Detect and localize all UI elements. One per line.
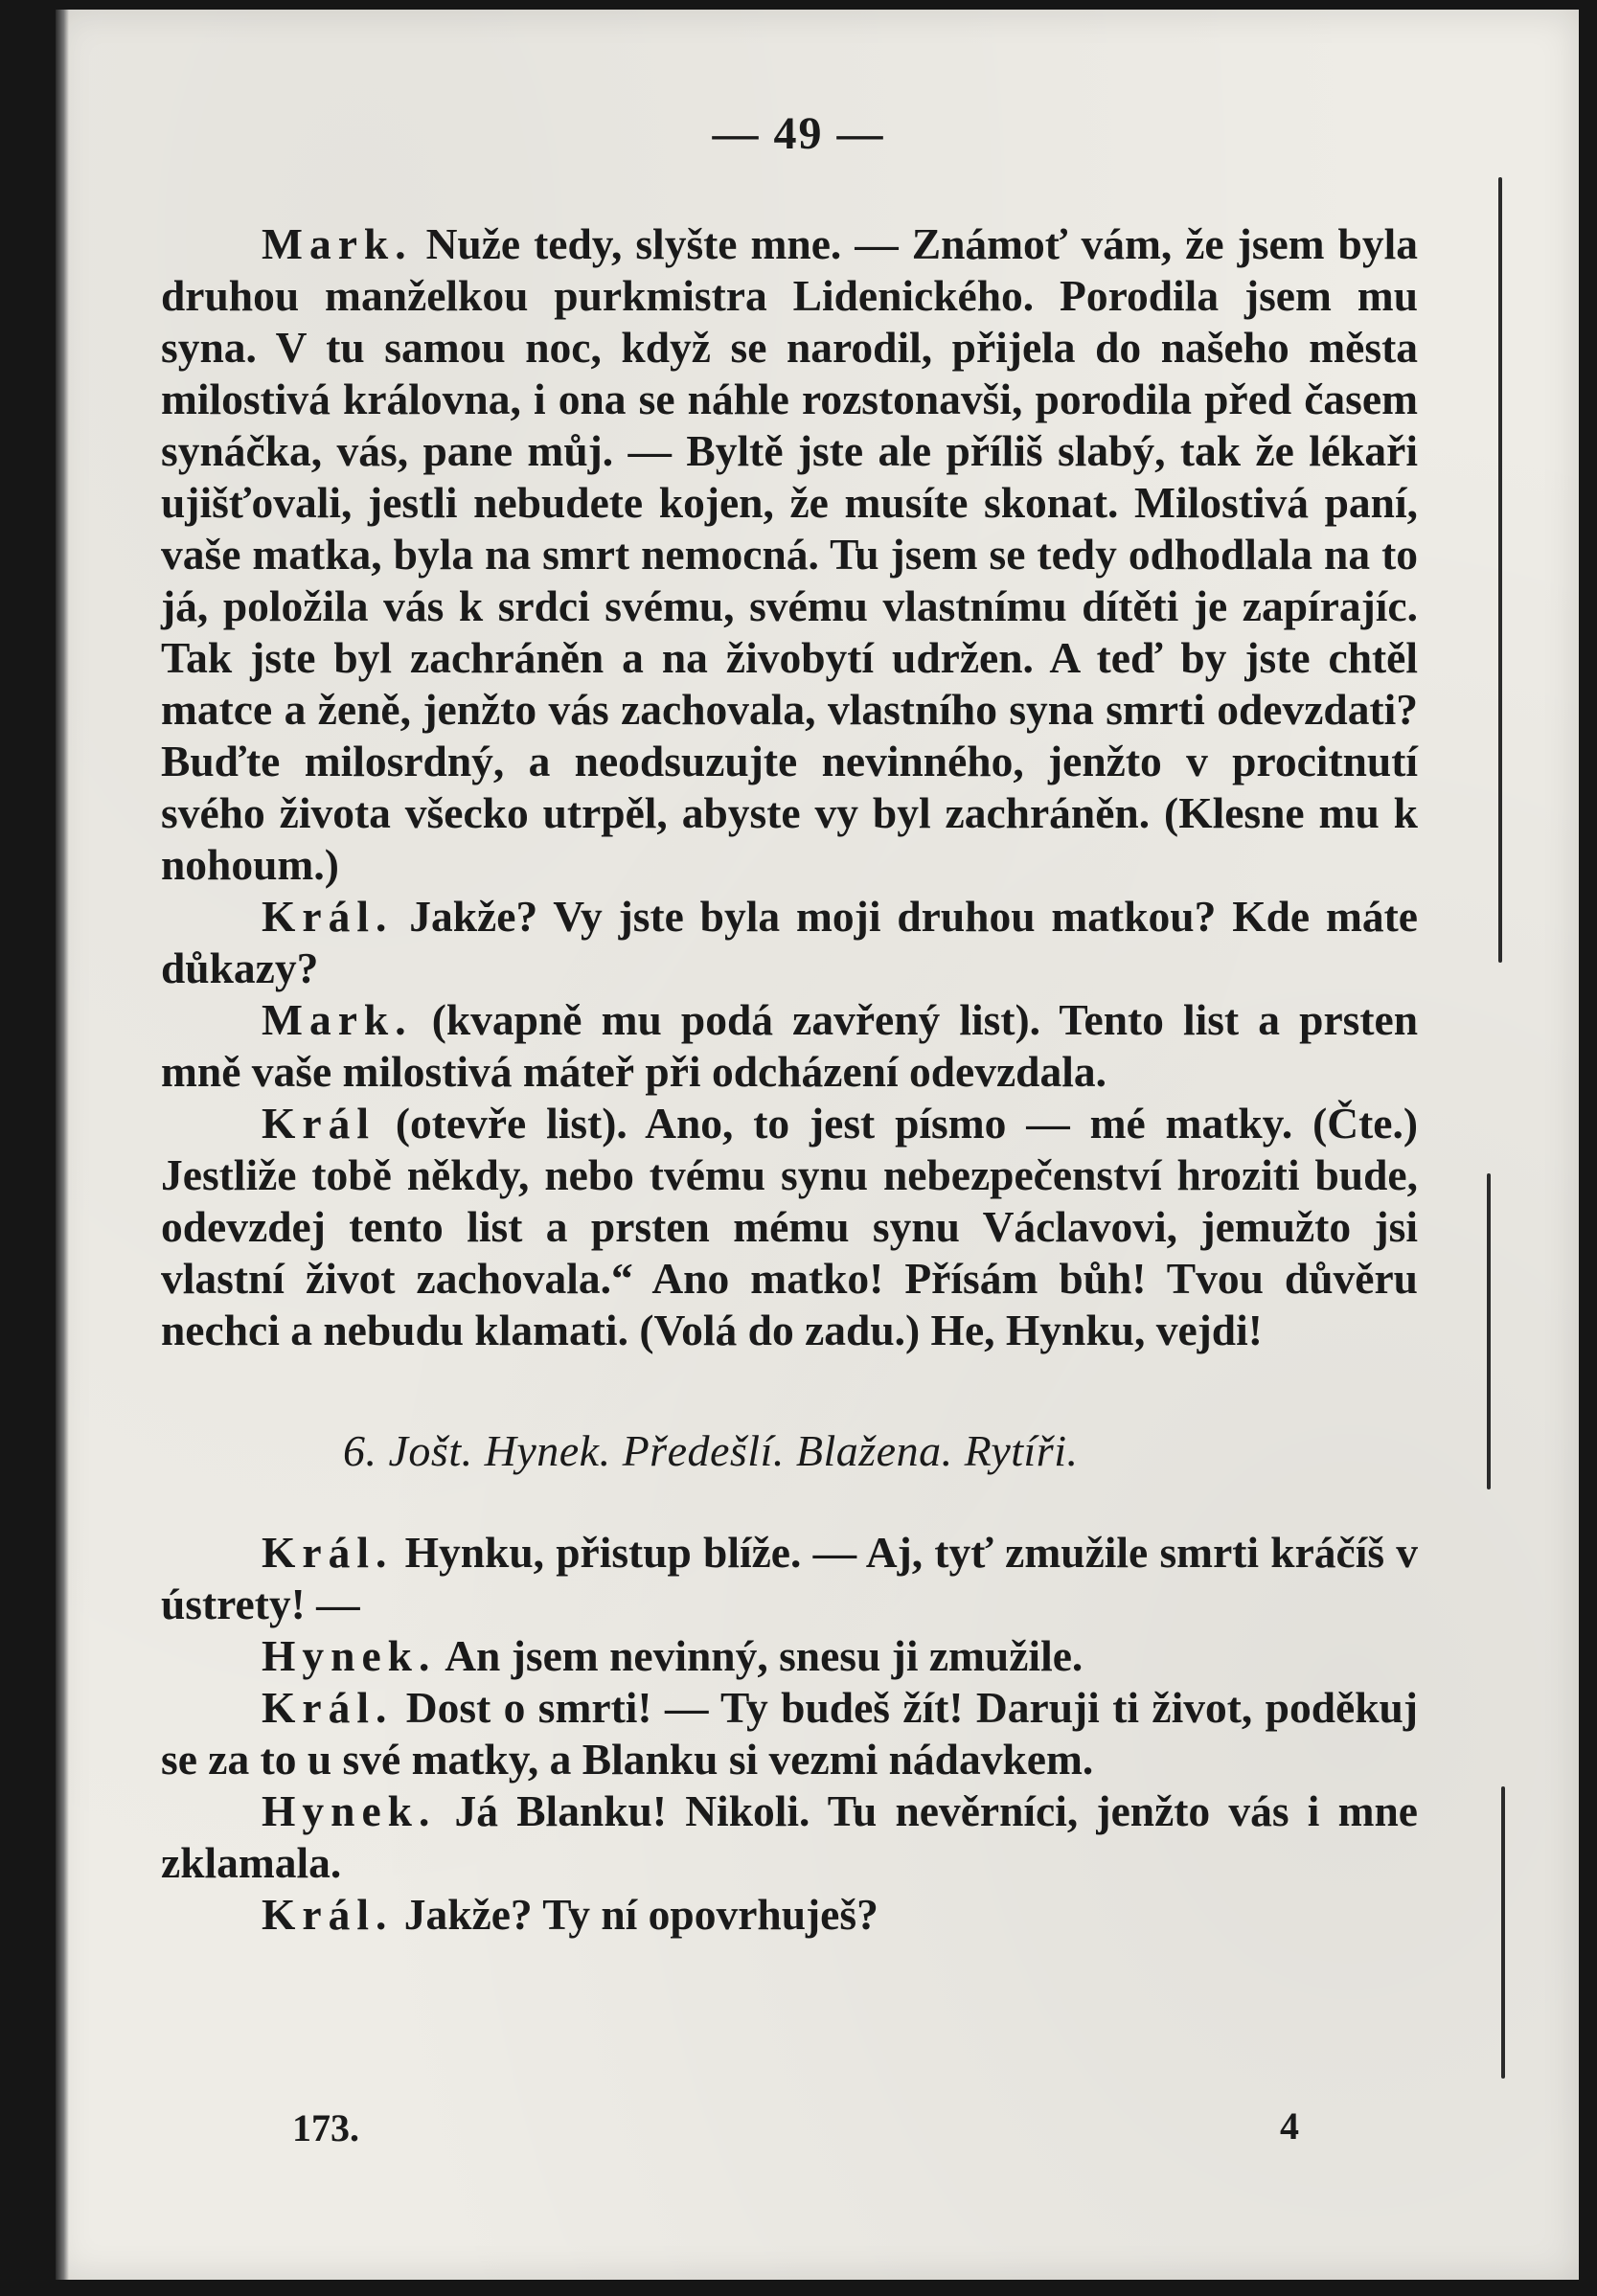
- page-number: — 49 —: [712, 108, 885, 159]
- page-text: [161, 218, 1418, 1941]
- speech-text: (otevře list). Ano, to jest písmo — mé matky. (Čte.) Jestliže tobě někdy, nebo tvému synu nebezpečenství hroziti bude, odevzdej tento list a prsten mému synu Václavovi, jemužto jsi vlastní život zachovala.“ Ano matko! Přísám bůh! Tvou důvěru nechci a nebudu klamati. (Volá do zadu.) He, Hynku, vejdi!: [161, 1099, 1419, 1354]
- speaker-name: Král.: [262, 1528, 394, 1577]
- paragraph-5: [161, 1527, 1418, 1630]
- speech-text: Nuže tedy, slyšte mne. — Známoť vám, že jsem byla druhou manželkou purkmistra Lidenického. Porodila jsem mu syna. V tu samou noc, když se narodil, přijela do našeho města milostivá královna, i ona se náhle rozstonavši, porodila před časem synáčka, vás, pane můj. — Byltě jste ale příliš slabý, tak že lékaři ujišťovali, jestli nebudete kojen, že musíte skonat. Milostivá paní, vaše matka, byla na smrt nemocná. Tu jsem se tedy odhodlala na to já, položila vás k srdci svému, svému vlastnímu dítěti je zapírajíc. Tak jste byl zachráněn a na živobytí udržen. A teď by jste chtěl matce a ženě, jenžto vás zachovala, vlastního syna smrti odevzdati? Buďte milosrdný, a neodsuzujte nevinného, jenžto v procitnutí svého života všecko utrpěl, abyste vy byl zachráněn. (Klesne mu k nohoum.): [161, 219, 1418, 889]
- paragraph-6: [161, 1630, 1418, 1682]
- paragraph-3: [161, 994, 1418, 1098]
- paragraph-2: [161, 891, 1418, 994]
- sheet-number: 4: [1280, 2104, 1299, 2148]
- paragraph-7: [161, 1682, 1418, 1785]
- speaker-name: Král: [262, 1099, 376, 1148]
- margin-line-3: [1501, 1786, 1505, 2079]
- paragraph-8: [161, 1785, 1418, 1889]
- speech-text: Jakže? Vy jste byla moji druhou matkou? Kde máte důkazy?: [161, 892, 1418, 992]
- speaker-name: Hynek.: [262, 1786, 437, 1835]
- speech-text: Hynku, přistup blíže. — Aj, tyť zmužile smrti kráčíš v ústrety! —: [161, 1528, 1419, 1628]
- speaker-name: Mark.: [262, 995, 413, 1044]
- speech-text: Jakže? Ty ní opovrhuješ?: [403, 1890, 878, 1939]
- margin-line-2: [1487, 1173, 1491, 1489]
- margin-line-1: [1498, 177, 1502, 963]
- speech-text: Dost o smrti! — Ty budeš žít! Daruji ti život, poděkuj se za to u své matky, a Blanku si vezmi nádavkem.: [161, 1683, 1418, 1784]
- speech-text: Já Blanku! Nikoli. Tu nevěrníci, jenžto vás i mne zklamala.: [161, 1786, 1418, 1887]
- speaker-name: Král.: [262, 1683, 394, 1732]
- paragraph-4: [161, 1098, 1418, 1356]
- signature-mark: 173.: [292, 2106, 359, 2149]
- speaker-name: Hynek.: [262, 1631, 437, 1680]
- speaker-name: Král.: [262, 1890, 394, 1939]
- speaker-name: Mark.: [262, 219, 413, 268]
- scene-heading: 6. Jošt. Hynek. Předešlí. Blažena. Rytíři.: [343, 1426, 1079, 1475]
- speaker-name: Král.: [262, 892, 394, 941]
- paragraph-1: [161, 218, 1418, 891]
- speech-text: (kvapně mu podá zavřený list). Tento list a prsten mně vaše milostivá máteř při odcházení odevzdala.: [161, 995, 1419, 1096]
- paragraph-9: [161, 1889, 1418, 1941]
- page-spine-shadow: [56, 10, 69, 2280]
- speech-text: An jsem nevinný, snesu ji zmužile.: [445, 1631, 1084, 1680]
